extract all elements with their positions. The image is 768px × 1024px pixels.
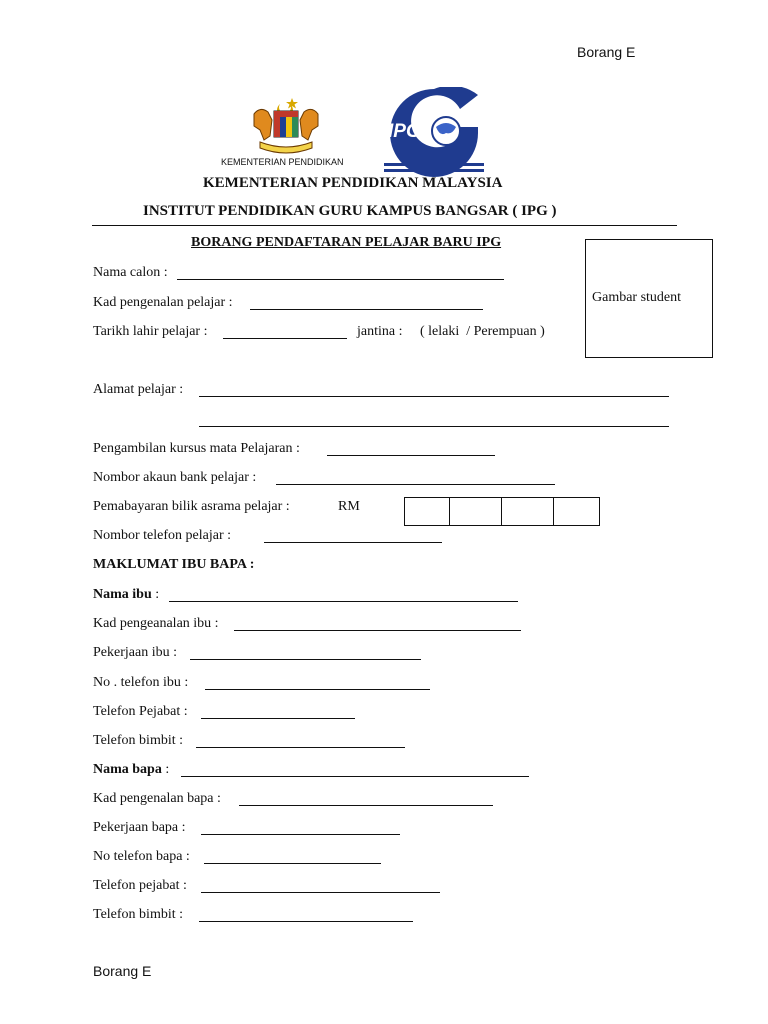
mobile-1-field[interactable] [196, 747, 405, 748]
student-phone-field[interactable] [264, 542, 442, 543]
hostel-payment-label: Pemabayaran bilik asrama pelajar : [93, 499, 290, 514]
student-dob-label: Tarikh lahir pelajar : [93, 324, 208, 339]
ministry-caption: KEMENTERIAN PENDIDIKAN [221, 157, 344, 167]
father-ic-field[interactable] [239, 805, 493, 806]
office-phone-1-label: Telefon Pejabat : [93, 704, 188, 719]
mobile-2-field[interactable] [199, 921, 413, 922]
mobile-1-label: Telefon bimbit : [93, 733, 184, 748]
father-name-colon: : [165, 762, 170, 777]
institute-title: INSTITUT PENDIDIKAN GURU KAMPUS BANGSAR ( IPG ) [143, 203, 557, 219]
photo-box [585, 239, 713, 358]
student-address-field-2[interactable] [199, 426, 669, 427]
mother-name-label: Nama ibu [93, 587, 152, 602]
parents-heading: MAKLUMAT IBU BAPA : [93, 557, 255, 572]
office-phone-2-field[interactable] [201, 892, 440, 893]
student-address-field-1[interactable] [199, 396, 669, 397]
ministry-title: KEMENTERIAN PENDIDIKAN MALAYSIA [203, 175, 503, 191]
ipg-logo [384, 87, 484, 177]
bank-account-label: Nombor akaun bank pelajar : [93, 470, 257, 485]
header-form-code: Borang E [577, 44, 636, 60]
amount-box-divider [553, 498, 554, 525]
mother-name-row [93, 587, 159, 603]
student-dob-field[interactable] [223, 338, 347, 339]
ipg-logo-text: IPG [388, 121, 421, 142]
father-ic-label: Kad pengenalan bapa : [93, 791, 221, 806]
father-phone-field[interactable] [204, 863, 381, 864]
bank-account-field[interactable] [276, 484, 555, 485]
father-phone-label: No telefon bapa : [93, 849, 190, 864]
candidate-name-label: Nama calon : [93, 265, 168, 280]
student-ic-label: Kad pengenalan pelajar : [93, 295, 233, 310]
footer-form-code: Borang E [93, 963, 152, 979]
mobile-2-label: Telefon bimbit : [93, 907, 184, 922]
mother-job-field[interactable] [190, 659, 421, 660]
ministry-crest-logo [246, 94, 326, 156]
office-phone-1-field[interactable] [201, 718, 355, 719]
mother-phone-label: No . telefon ibu : [93, 675, 189, 690]
amount-box-divider [501, 498, 502, 525]
hostel-amount-boxes[interactable] [404, 497, 600, 526]
hostel-currency: RM [338, 499, 360, 514]
gender-options[interactable]: ( lelaki / Perempuan ) [420, 324, 545, 339]
course-label: Pengambilan kursus mata Pelajaran : [93, 441, 300, 456]
father-name-row [93, 762, 169, 778]
mother-name-colon: : [155, 587, 160, 602]
candidate-name-field[interactable] [177, 279, 504, 280]
photo-box-label: Gambar student [592, 290, 682, 305]
office-phone-2-label: Telefon pejabat : [93, 878, 187, 893]
student-phone-label: Nombor telefon pelajar : [93, 528, 232, 543]
father-name-label: Nama bapa [93, 762, 162, 777]
mother-phone-field[interactable] [205, 689, 430, 690]
gender-label: jantina : [357, 324, 403, 339]
title-divider [92, 225, 677, 226]
student-address-label: Alamat pelajar : [93, 382, 184, 397]
student-ic-field[interactable] [250, 309, 483, 310]
course-field[interactable] [327, 455, 495, 456]
mother-ic-field[interactable] [234, 630, 521, 631]
father-job-label: Pekerjaan bapa : [93, 820, 186, 835]
mother-name-field[interactable] [169, 601, 518, 602]
mother-job-label: Pekerjaan ibu : [93, 645, 177, 660]
amount-box-divider [449, 498, 450, 525]
father-name-field[interactable] [181, 776, 529, 777]
father-job-field[interactable] [201, 834, 400, 835]
mother-ic-label: Kad pengeanalan ibu : [93, 616, 219, 631]
crest-icon [246, 94, 326, 156]
form-title: BORANG PENDAFTARAN PELAJAR BARU IPG [191, 235, 502, 250]
